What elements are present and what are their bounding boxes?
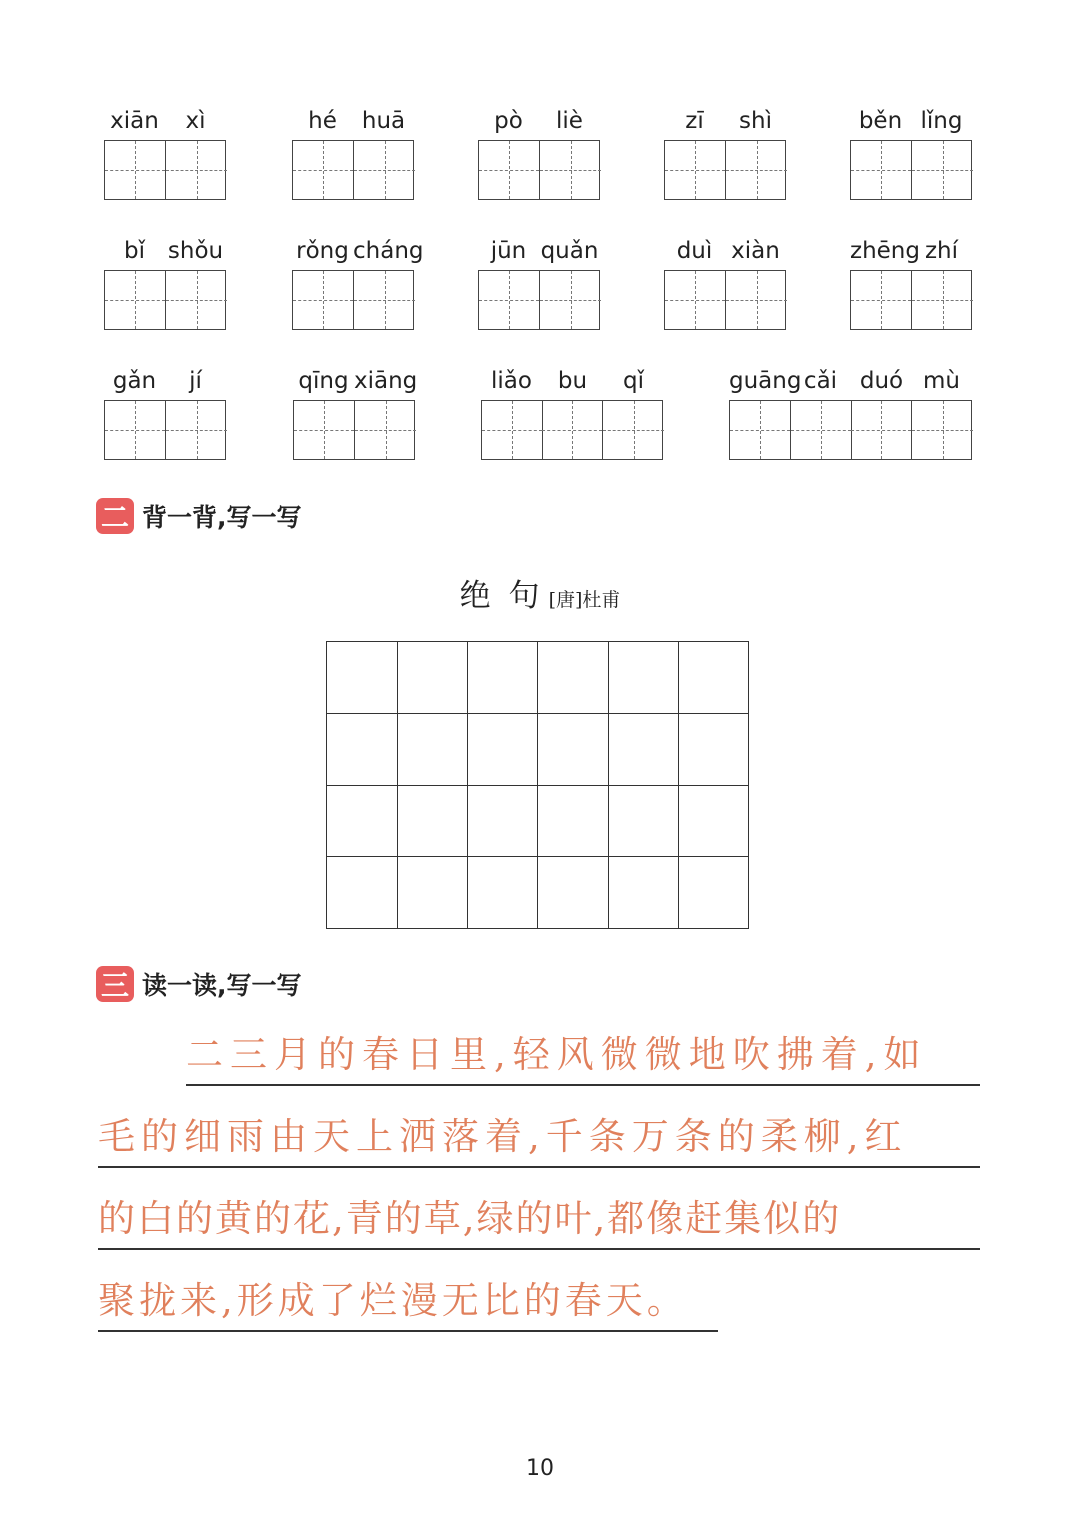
section-title: 背一背,写一写 (142, 503, 302, 532)
pinyin-word (104, 368, 226, 478)
pinyin-syllable: zhēng (850, 238, 920, 264)
pinyin-syllable: rǒng (296, 238, 349, 264)
pinyin-syllable: guāng (729, 368, 802, 394)
tianzige-box[interactable] (104, 270, 226, 330)
pinyin-word (664, 108, 786, 218)
pinyin-syllable: cǎi (803, 368, 838, 394)
pinyin-syllable: duì (676, 238, 713, 264)
pinyin-word (729, 368, 972, 478)
pinyin-syllable: gǎn (112, 368, 157, 394)
pinyin-word (292, 238, 424, 348)
pinyin-syllable: zī (685, 108, 704, 134)
tianzige-box[interactable] (481, 400, 663, 460)
pinyin-syllable: jūn (490, 238, 527, 264)
pinyin-syllable: quǎn (540, 238, 599, 264)
pinyin-syllable: huā (361, 108, 406, 134)
pinyin-word (292, 108, 414, 218)
pinyin-syllable: shǒu (167, 238, 224, 264)
tianzige-box[interactable] (104, 140, 226, 200)
poem-title (0, 570, 1080, 615)
section-title: 读一读,写一写 (142, 971, 302, 1000)
pinyin-syllable: xiān (110, 108, 159, 134)
tianzige-box[interactable] (729, 400, 972, 460)
pinyin-syllable: hé (308, 108, 337, 134)
pinyin-syllable: pò (494, 108, 523, 134)
page-number: 10 (526, 1456, 554, 1481)
pinyin-word (104, 108, 226, 218)
pinyin-word (850, 108, 972, 218)
copy-line[interactable]: 毛的细雨由天上洒落着,千条万条的柔柳,红 (98, 1108, 980, 1168)
section-number-badge: 三 (96, 966, 134, 1002)
copy-line[interactable]: 的白的黄的花,青的草,绿的叶,都像赶集似的 (98, 1190, 980, 1250)
poem-author: [唐]杜甫 (548, 589, 621, 611)
pinyin-syllable: shì (739, 108, 772, 134)
pinyin-syllable: běn (858, 108, 903, 134)
copy-line[interactable]: 聚拢来,形成了烂漫无比的春天。 (98, 1272, 718, 1332)
tianzige-box[interactable] (292, 270, 414, 330)
tianzige-box[interactable] (850, 270, 972, 330)
pinyin-word (664, 238, 786, 348)
pinyin-word (850, 238, 972, 348)
tianzige-box[interactable] (850, 140, 972, 200)
pinyin-syllable: qīng (298, 368, 349, 394)
pinyin-syllable: liè (556, 108, 583, 134)
poem-name: 绝 句 (459, 578, 544, 614)
section-two-heading (96, 498, 302, 534)
pinyin-syllable: duó (859, 368, 904, 394)
tianzige-box[interactable] (478, 270, 600, 330)
pinyin-syllable: zhí (924, 238, 959, 264)
pinyin-syllable: bǐ (124, 238, 145, 264)
pinyin-syllable: xiāng (354, 368, 418, 394)
pinyin-syllable: bu (557, 368, 588, 394)
pinyin-word (478, 108, 600, 218)
copy-line[interactable]: 二三月的春日里,轻风微微地吹拂着,如 (186, 1026, 980, 1086)
pinyin-syllable: xì (185, 108, 206, 134)
pinyin-syllable: jí (189, 368, 202, 394)
tianzige-box[interactable] (478, 140, 600, 200)
pinyin-word (104, 238, 226, 348)
tianzige-box[interactable] (293, 400, 415, 460)
poem-writing-grid[interactable] (326, 641, 749, 929)
pinyin-syllable: lǐng (920, 108, 963, 134)
pinyin-syllable: mù (923, 368, 960, 394)
tianzige-box[interactable] (292, 140, 414, 200)
pinyin-syllable: xiàn (731, 238, 780, 264)
section-number-badge: 二 (96, 498, 134, 534)
tianzige-box[interactable] (104, 400, 226, 460)
pinyin-word (478, 238, 600, 348)
section-three-heading (96, 966, 302, 1002)
pinyin-syllable: liǎo (491, 368, 532, 394)
tianzige-box[interactable] (664, 140, 786, 200)
pinyin-syllable: qǐ (623, 368, 644, 394)
tianzige-box[interactable] (664, 270, 786, 330)
pinyin-word (293, 368, 418, 478)
pinyin-word (481, 368, 663, 478)
pinyin-syllable: cháng (353, 238, 424, 264)
